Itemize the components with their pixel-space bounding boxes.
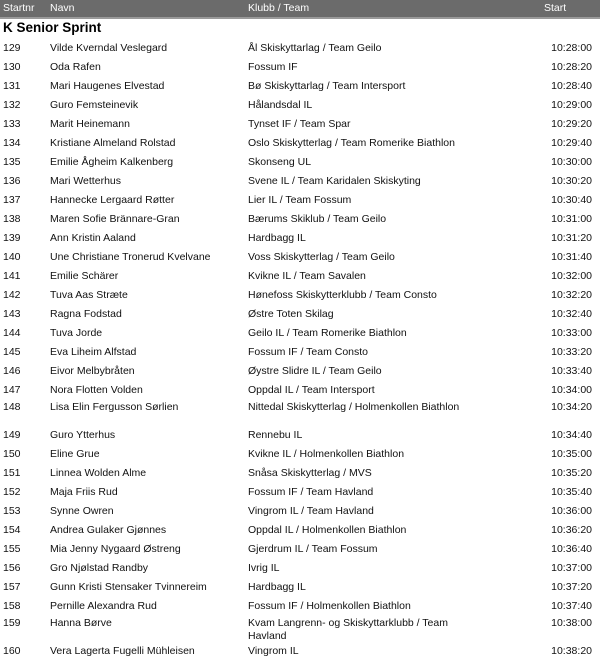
start-time: 10:33:00 — [551, 327, 592, 339]
athlete-name: Marit Heinemann — [50, 118, 130, 130]
athlete-name: Tuva Aas Stræte — [50, 289, 128, 301]
club-team: Ivrig IL — [248, 562, 280, 574]
start-time: 10:37:40 — [551, 600, 592, 612]
start-number: 133 — [3, 118, 21, 130]
header-start[interactable]: Start — [544, 2, 567, 14]
athlete-name: Guro Femsteinevik — [50, 99, 139, 111]
start-number: 157 — [3, 581, 21, 593]
start-number: 149 — [3, 429, 21, 441]
club-team: Geilo IL / Team Romerike Biathlon — [248, 327, 407, 339]
athlete-name: Gro Njølstad Randby — [50, 562, 149, 574]
start-number: 143 — [3, 308, 21, 320]
athlete-name: Eline Grue — [50, 448, 100, 460]
start-number: 140 — [3, 251, 21, 263]
start-time: 10:38:00 — [551, 617, 592, 629]
club-team: Vingrom IL / Team Havland — [248, 505, 374, 517]
club-team: Kvikne IL / Team Savalen — [248, 270, 366, 282]
start-number: 154 — [3, 524, 21, 536]
start-time: 10:30:20 — [551, 175, 592, 187]
start-number: 159 — [3, 617, 21, 629]
athlete-name: Kristiane Almeland Rolstad — [50, 137, 176, 149]
start-time: 10:33:40 — [551, 365, 592, 377]
athlete-name: Mari Haugenes Elvestad — [50, 80, 165, 92]
club-team: Gjerdrum IL / Team Fossum — [248, 543, 378, 555]
club-team: Svene IL / Team Karidalen Skiskyting — [248, 175, 421, 187]
athlete-name: Gunn Kristi Stensaker Tvinnereim — [50, 581, 207, 593]
start-time: 10:35:40 — [551, 486, 592, 498]
start-number: 138 — [3, 213, 21, 225]
start-time: 10:31:00 — [551, 213, 592, 225]
athlete-name: Hannecke Lergaard Røtter — [50, 194, 175, 206]
start-number: 156 — [3, 562, 21, 574]
athlete-name: Maja Friis Rud — [50, 486, 118, 498]
club-team: Fossum IF / Team Consto — [248, 346, 369, 358]
club-team: Oppdal IL / Team Intersport — [248, 384, 375, 396]
start-number: 144 — [3, 327, 21, 339]
start-number: 135 — [3, 156, 21, 168]
start-time: 10:32:20 — [551, 289, 592, 301]
start-number: 147 — [3, 384, 21, 396]
club-team: Voss Skiskytterlag / Team Geilo — [248, 251, 395, 263]
athlete-name: Ragna Fodstad — [50, 308, 122, 320]
athlete-name: Maren Sofie Brännare-Gran — [50, 213, 180, 225]
club-team: Fossum IF — [248, 61, 298, 73]
start-number: 145 — [3, 346, 21, 358]
start-number: 160 — [3, 645, 21, 657]
club-team: Hønefoss Skiskytterklubb / Team Consto — [248, 289, 437, 301]
start-number: 151 — [3, 467, 21, 479]
athlete-name: Oda Rafen — [50, 61, 101, 73]
athlete-name: Ann Kristin Aaland — [50, 232, 136, 244]
start-time: 10:31:20 — [551, 232, 592, 244]
header-startnr[interactable]: Startnr — [3, 2, 35, 14]
start-time: 10:32:40 — [551, 308, 592, 320]
start-time: 10:28:20 — [551, 61, 592, 73]
athlete-name: Emilie Ågheim Kalkenberg — [50, 156, 174, 168]
start-number: 129 — [3, 42, 21, 54]
start-number: 155 — [3, 543, 21, 555]
athlete-name: Lisa Elin Fergusson Sørlien — [50, 401, 179, 413]
start-time: 10:28:00 — [551, 42, 592, 54]
start-time: 10:38:20 — [551, 645, 592, 657]
athlete-name: Andrea Gulaker Gjønnes — [50, 524, 167, 536]
club-team: Tynset IF / Team Spar — [248, 118, 351, 130]
start-number: 158 — [3, 600, 21, 612]
start-number: 136 — [3, 175, 21, 187]
club-team: Hardbagg IL — [248, 581, 306, 593]
start-time: 10:35:00 — [551, 448, 592, 460]
start-time: 10:28:40 — [551, 80, 592, 92]
start-number: 141 — [3, 270, 21, 282]
club-team: Fossum IF / Team Havland — [248, 486, 374, 498]
start-number: 131 — [3, 80, 21, 92]
club-team: Kvam Langrenn- og Skiskyttarklubb / Team Havland — [248, 617, 448, 642]
start-number: 152 — [3, 486, 21, 498]
start-time: 10:30:00 — [551, 156, 592, 168]
start-time: 10:37:00 — [551, 562, 592, 574]
header-navn[interactable]: Navn — [50, 2, 75, 14]
start-time: 10:37:20 — [551, 581, 592, 593]
athlete-name: Mia Jenny Nygaard Østreng — [50, 543, 181, 555]
start-time: 10:33:20 — [551, 346, 592, 358]
start-number: 130 — [3, 61, 21, 73]
start-time: 10:36:40 — [551, 543, 592, 555]
club-team: Fossum IF / Holmenkollen Biathlon — [248, 600, 411, 612]
athlete-name: Nora Flotten Volden — [50, 384, 143, 396]
club-team: Hålandsdal IL — [248, 99, 313, 111]
athlete-name: Emilie Schärer — [50, 270, 119, 282]
club-team: Nittedal Skiskytterlag / Holmenkollen Biathlon — [248, 401, 460, 413]
club-team: Rennebu IL — [248, 429, 303, 441]
athlete-name: Eva Liheim Alfstad — [50, 346, 137, 358]
club-team: Bærums Skiklub / Team Geilo — [248, 213, 387, 225]
header-klubb-team[interactable]: Klubb / Team — [248, 2, 310, 14]
club-team: Øystre Slidre IL / Team Geilo — [248, 365, 382, 377]
athlete-name: Eivor Melbybråten — [50, 365, 135, 377]
start-time: 10:34:40 — [551, 429, 592, 441]
start-number: 146 — [3, 365, 21, 377]
club-team: Oslo Skiskytterlag / Team Romerike Biathlon — [248, 137, 455, 149]
club-team: Hardbagg IL — [248, 232, 306, 244]
header-divider — [0, 17, 600, 19]
start-time: 10:36:00 — [551, 505, 592, 517]
start-time: 10:35:20 — [551, 467, 592, 479]
start-number: 148 — [3, 401, 21, 413]
athlete-name: Hanna Børve — [50, 617, 112, 629]
start-number: 137 — [3, 194, 21, 206]
club-team: Oppdal IL / Holmenkollen Biathlon — [248, 524, 407, 536]
start-time: 10:29:40 — [551, 137, 592, 149]
start-time: 10:31:40 — [551, 251, 592, 263]
section-title: K Senior Sprint — [3, 20, 102, 35]
start-time: 10:34:20 — [551, 401, 592, 413]
start-time: 10:29:20 — [551, 118, 592, 130]
club-team: Østre Toten Skilag — [248, 308, 334, 320]
club-team: Ål Skiskyttarlag / Team Geilo — [248, 42, 382, 54]
start-time: 10:32:00 — [551, 270, 592, 282]
start-number: 142 — [3, 289, 21, 301]
club-team: Kvikne IL / Holmenkollen Biathlon — [248, 448, 405, 460]
start-number: 139 — [3, 232, 21, 244]
start-time: 10:30:40 — [551, 194, 592, 206]
athlete-name: Guro Ytterhus — [50, 429, 116, 441]
athlete-name: Synne Owren — [50, 505, 114, 517]
club-team: Bø Skiskyttarlag / Team Intersport — [248, 80, 406, 92]
club-team: Vingrom IL — [248, 645, 299, 657]
club-team: Lier IL / Team Fossum — [248, 194, 352, 206]
club-team: Snåsa Skiskytterlag / MVS — [248, 467, 372, 479]
club-team: Skonseng UL — [248, 156, 312, 168]
athlete-name: Pernille Alexandra Rud — [50, 600, 157, 612]
athlete-name: Une Christiane Tronerud Kvelvane — [50, 251, 211, 263]
start-number: 132 — [3, 99, 21, 111]
start-number: 153 — [3, 505, 21, 517]
athlete-name: Tuva Jorde — [50, 327, 103, 339]
start-time: 10:29:00 — [551, 99, 592, 111]
start-time: 10:36:20 — [551, 524, 592, 536]
athlete-name: Vera Lagerta Fugelli Mühleisen — [50, 645, 195, 657]
athlete-name: Linnea Wolden Alme — [50, 467, 147, 479]
athlete-name: Mari Wetterhus — [50, 175, 121, 187]
start-number: 134 — [3, 137, 21, 149]
start-time: 10:34:00 — [551, 384, 592, 396]
start-number: 150 — [3, 448, 21, 460]
table-header — [0, 0, 600, 17]
athlete-name: Vilde Kverndal Veslegard — [50, 42, 168, 54]
